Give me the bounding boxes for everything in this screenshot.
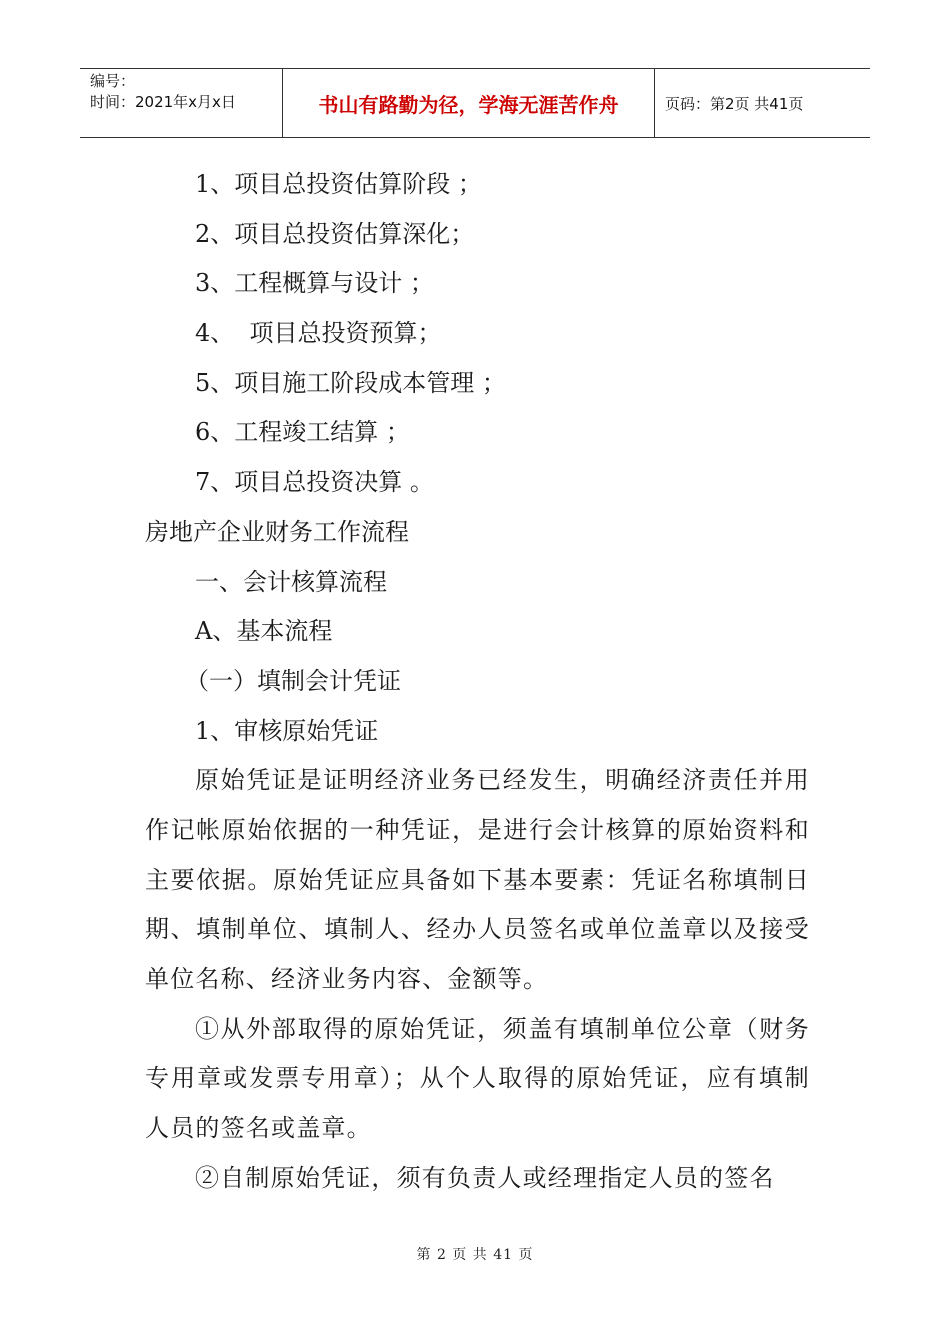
paragraph: ①从外部取得的原始凭证，须盖有填制单位公章（财务专用章或发票专用章）；从个人取得的原始凭证，应有填制人员的签名或盖章。 (145, 1014, 810, 1143)
list-item: 1、项目总投资估算阶段 ； (195, 170, 482, 198)
header-motto: 书山有路勤为径，学海无涯苦作舟 (282, 69, 655, 137)
page-header (80, 68, 870, 138)
page-footer: 第 2 页 共 41 页 (416, 1247, 534, 1263)
list-item: 6、工程竣工结算 ； (195, 418, 410, 447)
list-item: 7、项目总投资决算 。 (195, 468, 434, 497)
list-item: 4、 项目总投资预算； (195, 319, 442, 348)
section-title: 房地产企业财务工作流程 (145, 517, 409, 546)
list-item: 2、项目总投资估算深化； (195, 219, 475, 248)
paragraph: ②自制原始凭证，须有负责人或经理指定人员的签名 (195, 1163, 775, 1192)
heading-level-2: A、基本流程 (195, 617, 333, 646)
heading-level-1: 一、会计核算流程 (195, 567, 387, 596)
paragraph: 原始凭证是证明经济业务已经发生，明确经济责任并用作记帐原始依据的一种凭证，是进行会计核算的原始资料和主要依据。原始凭证应具备如下基本要素：凭证名称填制日期、填制单位、填制人、经办人员签名或单位盖章以及接受单位名称、经济业务内容、金额等。 (145, 766, 810, 994)
list-item: 3、工程概算与设计 ； (195, 269, 434, 298)
heading-level-4: 1、审核原始凭证 (195, 716, 379, 745)
document-number-label: 编号： (90, 72, 136, 90)
list-item: 5、项目施工阶段成本管理 ； (195, 368, 506, 397)
heading-level-3: （一）填制会计凭证 (185, 666, 401, 695)
document-date: 时间：2021年x月x日 (90, 93, 236, 111)
header-meta (80, 69, 282, 137)
header-page-info: 页码：第2页 共41页 (665, 94, 804, 113)
document-body (145, 160, 810, 1204)
